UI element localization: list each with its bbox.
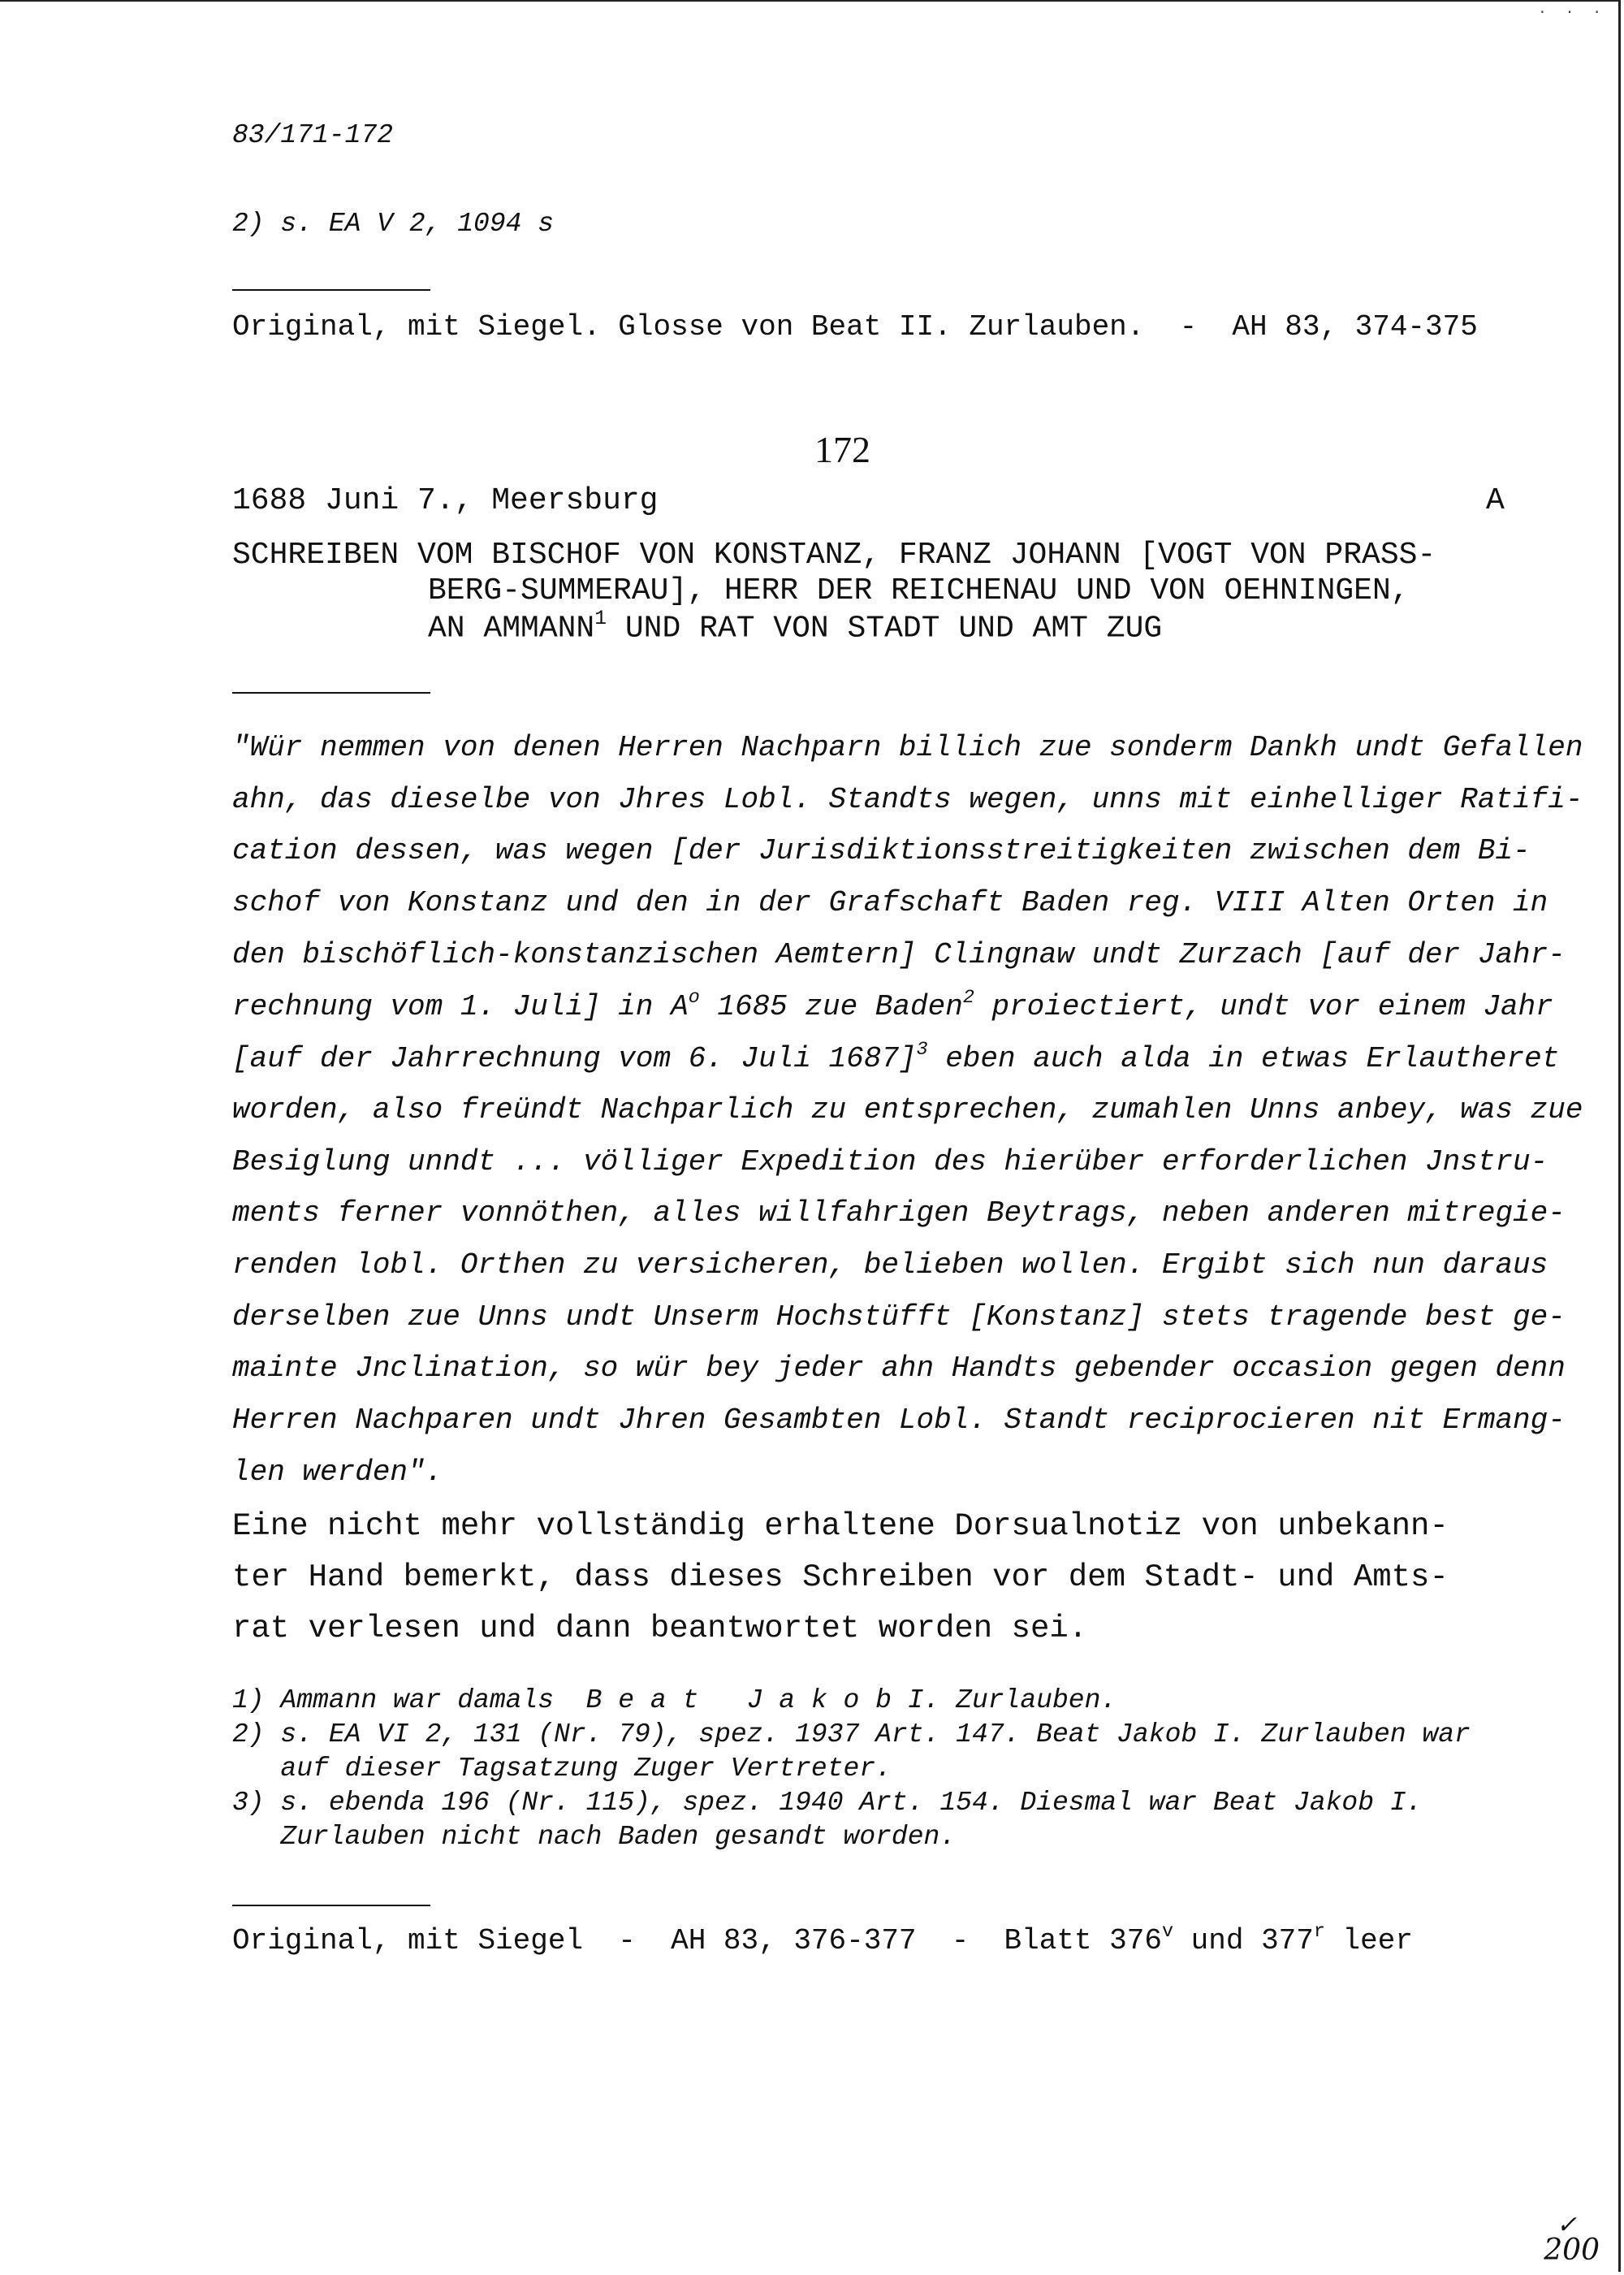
quote-line-1: "Wür nemmen von denen Herren Nachparn billich zue sonderm Dankh undt Gefallen <box>232 731 1583 764</box>
source-line: Original, mit Siegel - AH 83, 376-377 - Blatt 376$^v$ und 377$^r$ leer <box>232 1921 1413 1957</box>
footnote-2-line-1: 2) s. EA VI 2, 131 (Nr. 79), spez. 1937 Art. 147. Beat Jakob I. Zurlauben war <box>232 1719 1471 1750</box>
quote-line-6: rechnung vom 1. Juli] in $A^o$ 1685 zue Baden$^2$ proiectiert, undt vor einem Jahr <box>232 987 1553 1023</box>
quote-line-15: len werden". <box>232 1455 443 1489</box>
divider <box>232 692 430 694</box>
entry-marker: A <box>1486 483 1505 518</box>
divider <box>232 289 430 291</box>
quote-line-13: mainte Jnclination, so wür bey jeder ahn Handts gebender occasion gegen denn <box>232 1352 1566 1385</box>
footnote-3-line-2: Zurlauben nicht nach Baden gesandt worden. <box>232 1822 957 1852</box>
entry-number: 172 <box>814 429 870 470</box>
date-place: 1688 Juni 7., Meersburg <box>232 483 659 518</box>
divider <box>232 1905 430 1906</box>
previous-footnote: 2) s. EA V 2, 1094 s <box>232 209 555 239</box>
title-line-3: AN AMMANN$^1$ UND RAT VON STADT UND AMT ZUG <box>428 607 1163 647</box>
summary-line-1: Eine nicht mehr vollständig erhaltene Dorsualnotiz von unbekann- <box>232 1508 1449 1544</box>
quote-line-7: [auf der Jahrrechnung vom 6. Juli 1687]$^3$ eben auch alda in etwas Erlautheret <box>232 1039 1560 1075</box>
footnote-ref-2: 2 <box>962 987 974 1009</box>
quote-line-5: den bischöflich-konstanzischen Aemtern] Clingnaw undt Zurzach [auf der Jahr- <box>232 938 1566 971</box>
summary-line-3: rat verlesen und dann beantwortet worden sei. <box>232 1611 1088 1646</box>
quote-line-14: Herren Nachparen undt Jhren Gesambten Lobl. Standt reciprocieren nit Ermang- <box>232 1403 1566 1437</box>
quote-line-12: derselben zue Unns undt Unserm Hochstüfft [Konstanz] stets tragende best ge- <box>232 1300 1566 1334</box>
quote-line-9: Besiglung unndt ... völliger Expedition des hierüber erforderlichen Jnstru- <box>232 1145 1548 1179</box>
quote-line-10: ments ferner vonnöthen, alles willfahrigen Beytrags, neben anderen mitregie- <box>232 1196 1566 1230</box>
reference-number: 83/171-172 <box>232 120 394 150</box>
quote-line-4: schof von Konstanz und den in der Grafschaft Baden reg. VIII Alten Orten in <box>232 886 1548 919</box>
handwritten-check-mark: ✓ <box>1556 2211 1577 2239</box>
footnote-1: 1) Ammann war damals B e a t J a k o b I. Zurlauben. <box>232 1685 1117 1715</box>
quote-line-11: renden lobl. Orthen zu versicheren, belieben wollen. Ergibt sich nun daraus <box>232 1248 1548 1282</box>
title-line-1: SCHREIBEN VOM BISCHOF VON KONSTANZ, FRANZ JOHANN [VOGT VON PRASS- <box>232 538 1436 573</box>
quote-line-3: cation dessen, was wegen [der Jurisdiktionsstreitigkeiten zwischen dem Bi- <box>232 834 1531 867</box>
handwritten-page-number: 200 <box>1544 2234 1600 2267</box>
quote-line-8: worden, also freündt Nachparlich zu entsprechen, zumahlen Unns anbey, was zue <box>232 1093 1583 1127</box>
quote-line-2: ahn, das dieselbe von Jhres Lobl. Standts wegen, unns mit einhelliger Ratifi- <box>232 783 1583 816</box>
footnote-ref-3: 3 <box>916 1039 928 1061</box>
scan-edge-mark: · · · <box>1537 5 1606 21</box>
summary-line-2: ter Hand bemerkt, dass dieses Schreiben vor dem Stadt- und Amts- <box>232 1559 1449 1595</box>
footnote-3-line-1: 3) s. ebenda 196 (Nr. 115), spez. 1940 Art. 154. Diesmal war Beat Jakob I. <box>232 1788 1423 1818</box>
title-line-2: BERG-SUMMERAU], HERR DER REICHENAU UND VON OEHNINGEN, <box>428 573 1410 608</box>
footnote-ref-1: 1 <box>594 607 607 630</box>
previous-source-line: Original, mit Siegel. Glosse von Beat II. Zurlauben. - AH 83, 374-375 <box>232 310 1478 344</box>
footnote-2-line-2: auf dieser Tagsatzung Zuger Vertreter. <box>232 1754 892 1784</box>
